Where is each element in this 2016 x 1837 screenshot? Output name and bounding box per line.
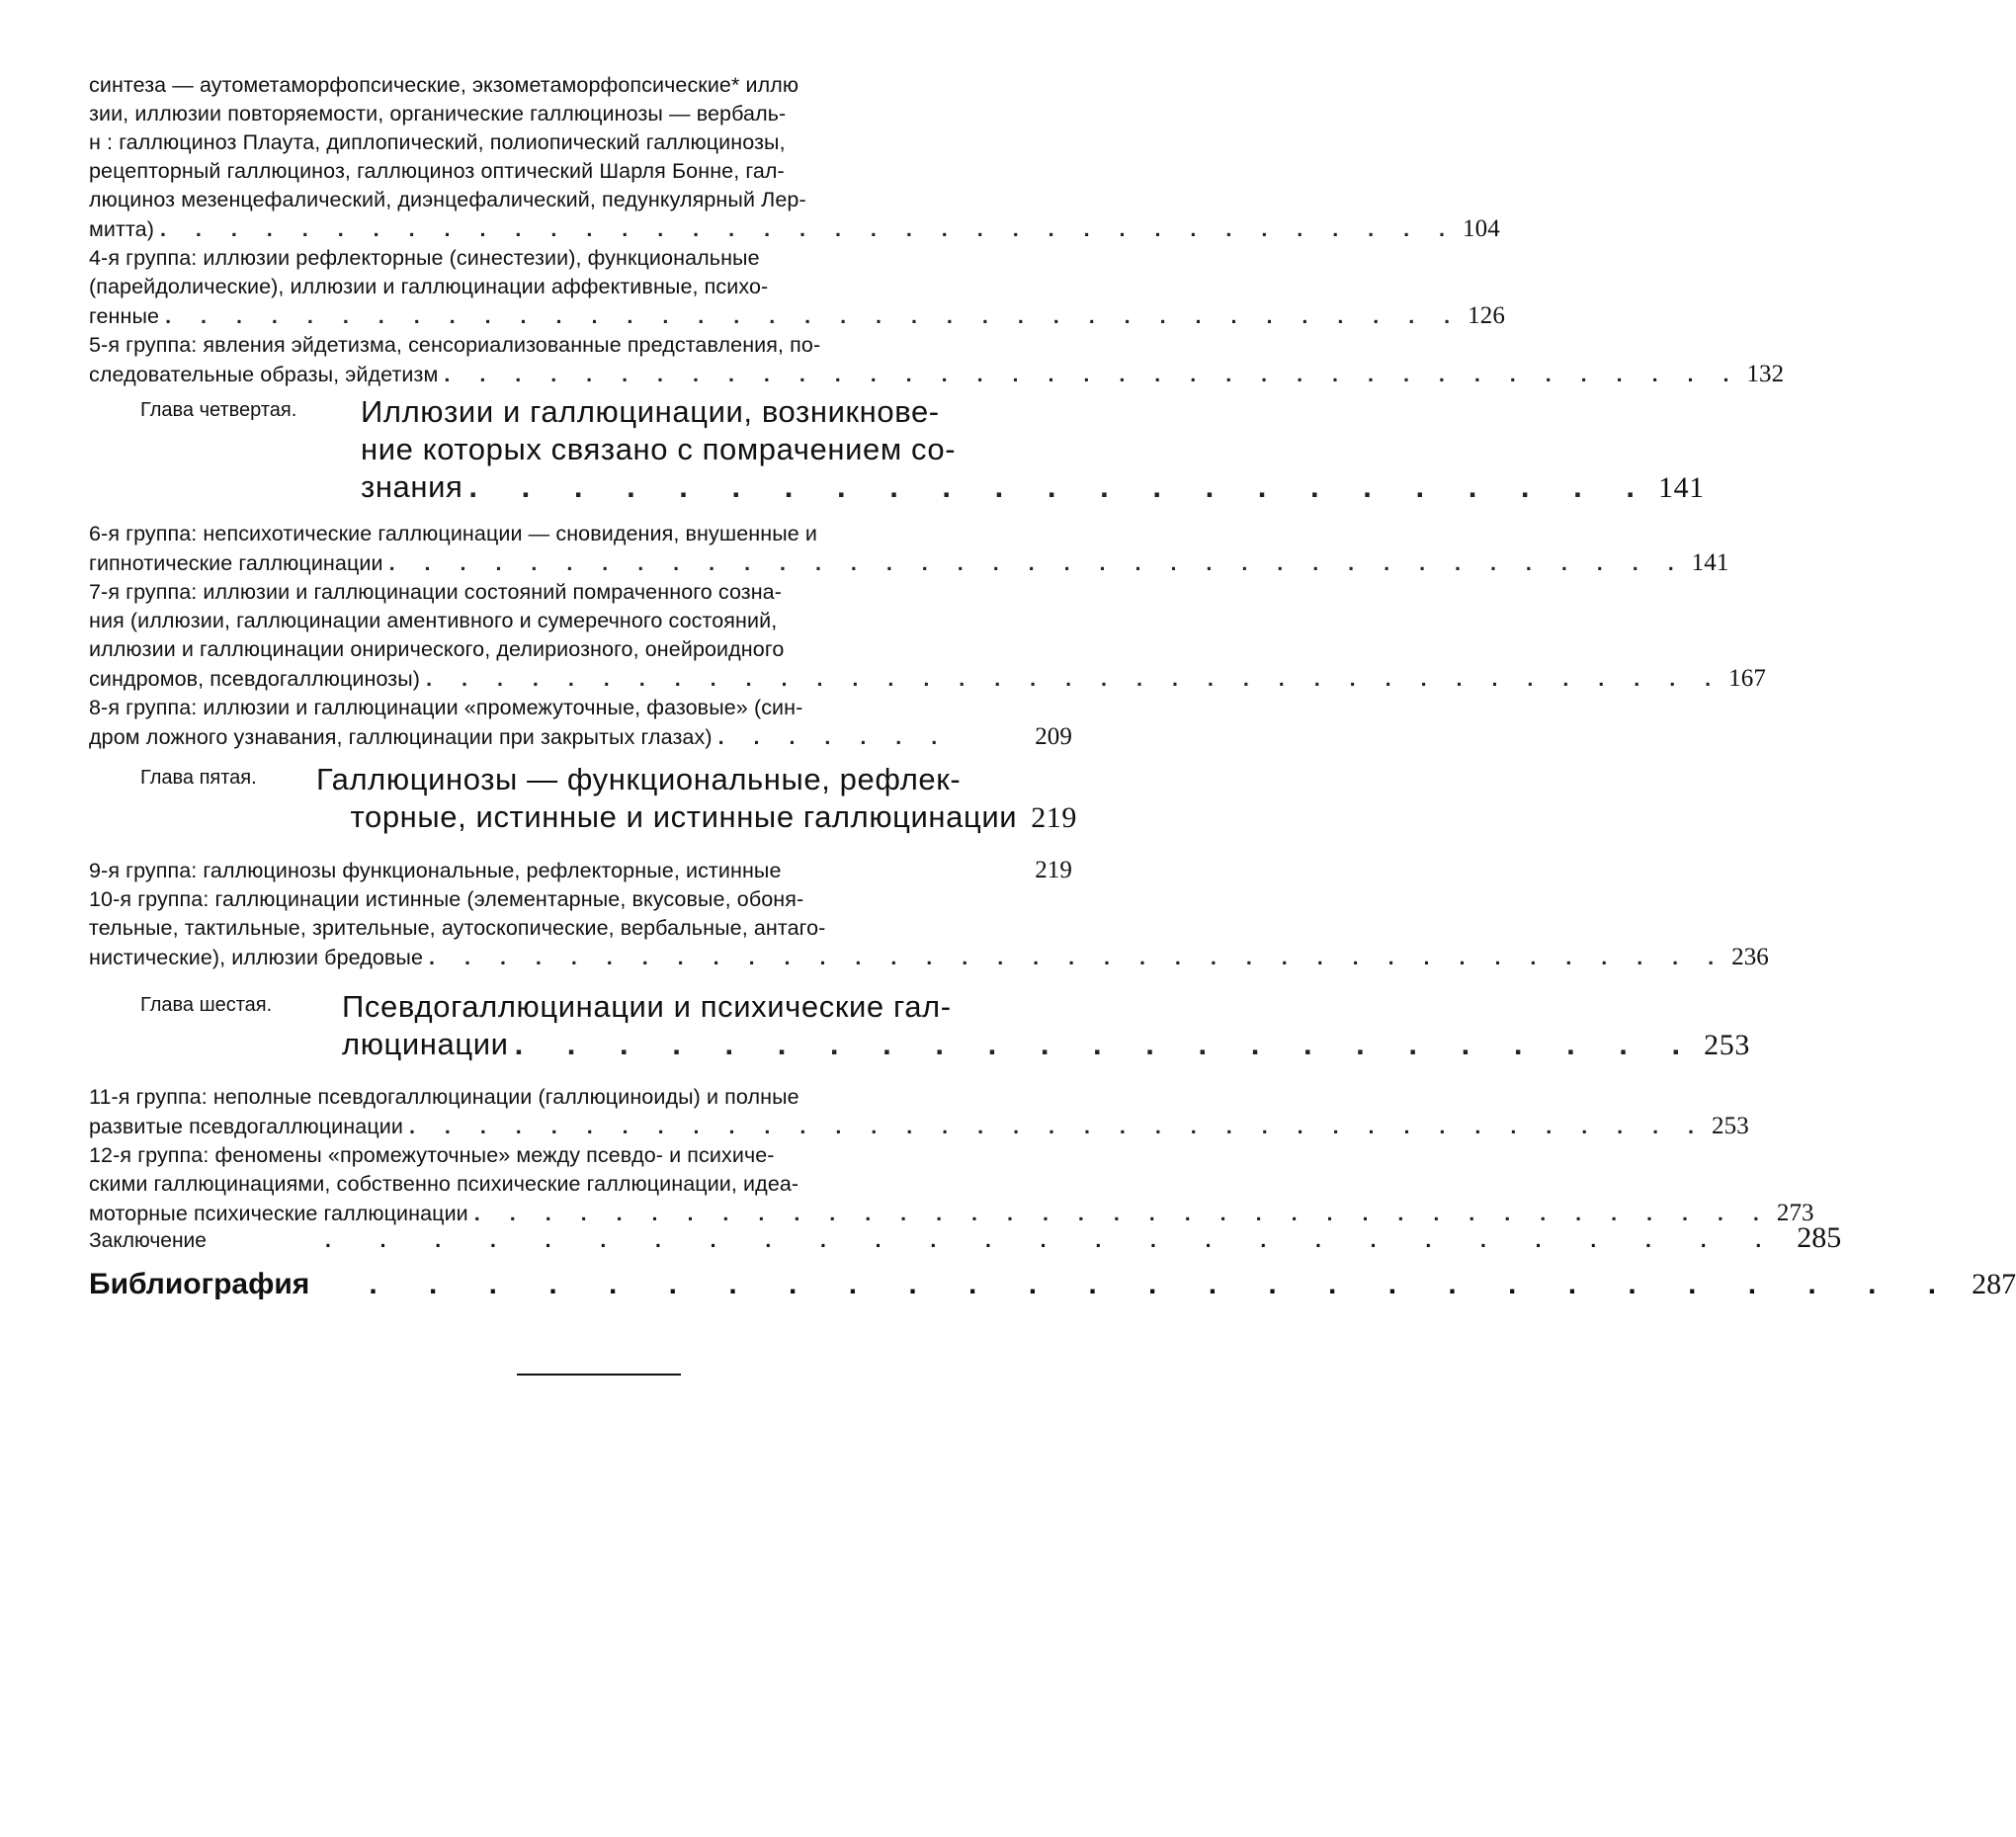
dot-leader: . . . . . . . . . . . . . . . . . . . . . . . [468, 469, 1652, 504]
page-number: 285 [1797, 1221, 1842, 1254]
chapter-title: Галлюцинозы — функциональные, рефлек- торные, истинные и истинные галлюцинации 219 [316, 761, 1077, 837]
dot-leader: . . . . . . . . . . . . . . . . . . . . . . . . . . . . . . . . . . . . . [408, 1115, 1707, 1138]
dot-leader: . . . . . . . . . . . . . . . . . . . . . . . . . . . . . . . . . . . . . [388, 551, 1686, 575]
chapter-label: Глава пятая. [140, 767, 257, 789]
toc-entry-group-7: 7-я группа: иллюзии и галлюцинации состояний помраченного созна- ния (иллюзии, галлюцинации аментивного и сумеречного состояний, иллюзии и галлюцинации онирического, делириозного, онейроидного синдромов, псевдогаллюцинозы) . . . . . . . . . . . . . . . . . . . . . . . . . . . . . . . . . . . . . 167 [89, 580, 1766, 692]
toc-entry-group-11: 11-я группа: неполные псевдогаллюцинации (галлюциноиды) и полные развитые псевдогаллюцинации . . . . . . . . . . . . . . . . . . . . . . . . . . . . . . . . . . . . . 253 [89, 1085, 1749, 1139]
page-number: 104 [1463, 215, 1500, 242]
dot-leader: . . . . . . . . . . . . . . . . . . . . . . . [514, 1027, 1699, 1061]
page-number: 253 [1704, 1029, 1750, 1061]
page-number: 253 [1712, 1113, 1749, 1139]
toc-entry-group-6: 6-я группа: непсихотические галлюцинации — сновидения, внушенные и гипнотические галлюцинации . . . . . . . . . . . . . . . . . . . . . . . . . . . . . . . . . . . . . 141 [89, 522, 1729, 576]
dot-leader: . . . . . . . . . . . . . . . . . . . . . . . . . . . . . . . . . . . . . [426, 667, 1723, 691]
chapter-5-heading [89, 761, 1077, 840]
chapter-6-heading [89, 988, 1750, 1067]
chapter-4-entries [89, 520, 1766, 752]
chapter-title: Иллюзии и галлюцинации, возникнове- ние которых связано с помрачением со- знания . . . . . . . . . . . . . . . . . . . . . . . 141 [361, 393, 1077, 507]
page-number: 219 [1035, 857, 1072, 883]
page-number: 141 [1657, 471, 1705, 504]
toc-top-block [89, 71, 1785, 389]
chapter-label: Глава четвертая. [140, 399, 297, 421]
chapter-5-entries [89, 856, 1769, 972]
toc-entry-group-9: 9-я группа: галлюцинозы функциональные, рефлекторные, истинные 219 [89, 857, 1072, 883]
chapter-4-heading [89, 393, 1705, 504]
dot-leader: . . . . . . . . . . . . . . . . . . . . . . . . . . . . . . . . . . . . . [444, 363, 1741, 386]
toc-entry-group-8: 8-я группа: иллюзии и галлюцинации «промежуточные, фазовые» (син- дром ложного узнавания, галлюцинации при закрытых глазах) . . . . . . . 209 [89, 696, 1072, 750]
dot-leader: . . . . . . . . . . . . . . . . . . . . . . . . . . . [324, 1229, 1784, 1252]
toc-entry-conclusion: Заключение . . . . . . . . . . . . . . . . . . . . . . . . . . . 285 [89, 1221, 1842, 1254]
page-number: 236 [1731, 944, 1769, 970]
page-number: 132 [1746, 361, 1785, 387]
toc-entry-group-5: 5-я группа: явления эйдетизма, сенсориализованные представления, по- следовательные образы, эйдетизм . . . . . . . . . . . . . . . . . . . . . . . . . . . . . . . . . . . . . 132 [89, 333, 1785, 387]
page-number: 141 [1691, 549, 1729, 576]
toc-entry-group-12: 12-я группа: феномены «промежуточные» между псевдо- и психиче- скими галлюцинациями, собственно психические галлюцинации, идеа- моторные психические галлюцинации . . . . . . . . . . . . . . . . . . . . . . . . . . . . . . . . . . . . . 273 [89, 1143, 1814, 1226]
page-number: 167 [1728, 665, 1766, 692]
chapter-title: Псевдогаллюцинации и психические гал- люцинации . . . . . . . . . . . . . . . . . . . . . . . 253 [342, 988, 1077, 1064]
page-number: 287 [1972, 1268, 2016, 1300]
toc-entry-group-4: 4-я группа: иллюзии рефлекторные (синестезии), функциональные (парейдолические), иллюзии и галлюцинации аффективные, психо- генные . . . . . . . . . . . . . . . . . . . . . . . . . . . . . . . . . . . . . 126 [89, 246, 1505, 329]
page-number: 209 [1035, 723, 1072, 750]
page-number: 273 [1776, 1200, 1814, 1226]
dot-leader: . . . . . . . . . . . . . . . . . . . . . . . . . . . . . . . . . . . . . [165, 304, 1463, 328]
chapter-6-entries [89, 1083, 1814, 1228]
end-rule [517, 1374, 681, 1376]
dot-leader: . . . . . . . [717, 725, 950, 749]
dot-leader: . . . . . . . . . . . . . . . . . . . . . . . . . . . [369, 1268, 1959, 1300]
page-number: 126 [1468, 302, 1505, 329]
page-number: 219 [1031, 801, 1077, 834]
toc-entry-synthesis: синтеза — аутометаморфопсические, экзометаморфопсические* иллю зии, иллюзии повторяемости, органические галлюцинозы — вербаль- н : галлюциноз Плаута, диплопический, полиопический галлюцинозы, рецепторный галлюциноз, галлюциноз оптический Шарля Бонне, гал- люциноз мезенцефалический, диэнцефалический, педункулярный Лер- митта) . . . . . . . . . . . . . . . . . . . . . . . . . . . . . . . . . . . . . 104 [89, 73, 1500, 242]
dot-leader: . . . . . . . . . . . . . . . . . . . . . . . . . . . . . . . . . . . . . [429, 946, 1726, 969]
dot-leader: . . . . . . . . . . . . . . . . . . . . . . . . . . . . . . . . . . . . . [473, 1202, 1771, 1225]
chapter-label: Глава шестая. [140, 994, 273, 1016]
toc-entry-bibliography: Библиография . . . . . . . . . . . . . . . . . . . . . . . . . . . 287 [89, 1268, 2016, 1300]
dot-leader: . . . . . . . . . . . . . . . . . . . . . . . . . . . . . . . . . . . . . [159, 217, 1458, 241]
toc-entry-group-10: 10-я группа: галлюцинации истинные (элементарные, вкусовые, обоня- тельные, тактильные, зрительные, аутоскопические, вербальные, антаго- нистические), иллюзии бредовые . . . . . . . . . . . . . . . . . . . . . . . . . . . . . . . . . . . . . 236 [89, 887, 1769, 970]
